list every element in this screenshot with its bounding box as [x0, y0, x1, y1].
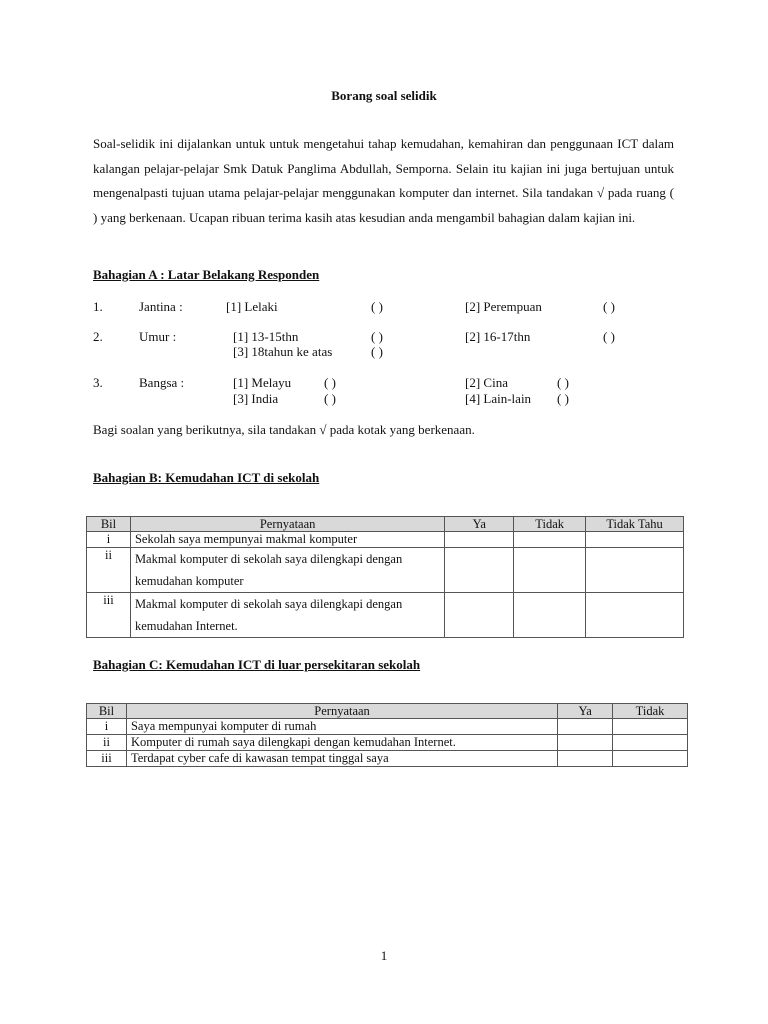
table-row [87, 735, 688, 751]
q1-label: Jantina : [139, 299, 183, 314]
column-header-ya: Ya [445, 517, 514, 532]
table-header-row [87, 517, 684, 532]
column-header-ya: Ya [558, 704, 613, 719]
answer-cell-tidak[interactable] [514, 532, 586, 548]
answer-cell-tidak[interactable] [514, 593, 586, 638]
row-statement: Terdapat cyber cafe di kawasan tempat tinggal saya [126, 751, 557, 767]
answer-cell-tidak[interactable] [613, 719, 688, 735]
row-statement: Makmal komputer di sekolah saya dilengkapi dengan kemudahan Internet. [130, 593, 444, 638]
column-header-bil: Bil [87, 704, 127, 719]
answer-cell-tidak-tahu[interactable] [586, 532, 684, 548]
q3-checkbox-1[interactable]: ( ) [324, 375, 336, 390]
answer-cell-ya[interactable] [558, 751, 613, 767]
q2-option-2: [2] 16-17thn [465, 329, 531, 344]
answer-cell-ya[interactable] [558, 719, 613, 735]
q1-option-1: [1] Lelaki [226, 299, 278, 314]
q3-checkbox-4[interactable]: ( ) [557, 391, 569, 406]
section-b-table [86, 516, 684, 638]
q3-checkbox-3[interactable]: ( ) [324, 391, 336, 406]
answer-cell-ya[interactable] [445, 593, 514, 638]
q2-number: 2. [93, 329, 103, 344]
q1-checkbox-2[interactable]: ( ) [603, 299, 615, 314]
q2-option-3: [3] 18tahun ke atas [233, 344, 333, 359]
answer-cell-tidak-tahu[interactable] [586, 593, 684, 638]
row-statement: Sekolah saya mempunyai makmal komputer [130, 532, 444, 548]
answer-cell-tidak-tahu[interactable] [586, 548, 684, 593]
column-header-tidak: Tidak [613, 704, 688, 719]
row-bil: i [87, 719, 127, 735]
row-bil: ii [87, 548, 131, 593]
intro-text: Soal-selidik ini dijalankan untuk untuk mengetahui tahap kemudahan, kemahiran dan penggunaan ICT dalam kalangan pelajar-pelajar Smk Datuk Panglima Abdullah, Semporna. Selain itu kajian ini juga bertujuan untuk mengenalpasti tujuan utama pelajar-pelajar menggunakan komputer dan internet. Sila tandakan √ pada ruang ( ) yang berkenaan. Ucapan ribuan terima kasih atas kesudian anda mengambil bahagian dalam kajian ini. [93, 136, 674, 225]
row-statement: Makmal komputer di sekolah saya dilengkapi dengan kemudahan komputer [130, 548, 444, 593]
column-header-pernyataan: Pernyataan [130, 517, 444, 532]
q2-checkbox-1[interactable]: ( ) [371, 329, 383, 344]
q2-checkbox-3[interactable]: ( ) [371, 344, 383, 359]
instruction-note: Bagi soalan yang berikutnya, sila tandakan √ pada kotak yang berkenaan. [93, 422, 475, 437]
q3-checkbox-2[interactable]: ( ) [557, 375, 569, 390]
page-number: 1 [380, 948, 388, 963]
q2-option-1: [1] 13-15thn [233, 329, 299, 344]
row-bil: iii [87, 593, 131, 638]
section-b-heading: Bahagian B: Kemudahan ICT di sekolah [93, 470, 320, 485]
q3-label: Bangsa : [139, 375, 185, 390]
q2-label: Umur : [139, 329, 177, 344]
row-statement: Komputer di rumah saya dilengkapi dengan kemudahan Internet. [126, 735, 557, 751]
column-header-bil: Bil [87, 517, 131, 532]
answer-cell-ya[interactable] [558, 735, 613, 751]
column-header-pernyataan: Pernyataan [126, 704, 557, 719]
q1-checkbox-1[interactable]: ( ) [371, 299, 383, 314]
section-c-heading: Bahagian C: Kemudahan ICT di luar persekitaran sekolah [93, 657, 421, 672]
section-c-table [86, 703, 688, 767]
row-bil: iii [87, 751, 127, 767]
answer-cell-tidak[interactable] [514, 548, 586, 593]
row-bil: i [87, 532, 131, 548]
answer-cell-tidak[interactable] [613, 735, 688, 751]
q3-option-1: [1] Melayu [233, 375, 292, 390]
answer-cell-ya[interactable] [445, 548, 514, 593]
q3-number: 3. [93, 375, 103, 390]
column-header-tidak: Tidak [514, 517, 586, 532]
q3-option-2: [2] Cina [465, 375, 508, 390]
q3-option-3: [3] India [233, 391, 279, 406]
table-row [87, 593, 684, 638]
column-header-tidak-tahu: Tidak Tahu [586, 517, 684, 532]
answer-cell-tidak[interactable] [613, 751, 688, 767]
table-row [87, 532, 684, 548]
page-title: Borang soal selidik [331, 88, 437, 103]
section-a-heading: Bahagian A : Latar Belakang Responden [93, 267, 320, 282]
table-row [87, 719, 688, 735]
intro-paragraph [93, 132, 674, 230]
q1-option-2: [2] Perempuan [465, 299, 542, 314]
answer-cell-ya[interactable] [445, 532, 514, 548]
table-row [87, 548, 684, 593]
table-row [87, 751, 688, 767]
q2-checkbox-2[interactable]: ( ) [603, 329, 615, 344]
row-bil: ii [87, 735, 127, 751]
table-header-row [87, 704, 688, 719]
q1-number: 1. [93, 299, 103, 314]
q3-option-4: [4] Lain-lain [465, 391, 532, 406]
row-statement: Saya mempunyai komputer di rumah [126, 719, 557, 735]
